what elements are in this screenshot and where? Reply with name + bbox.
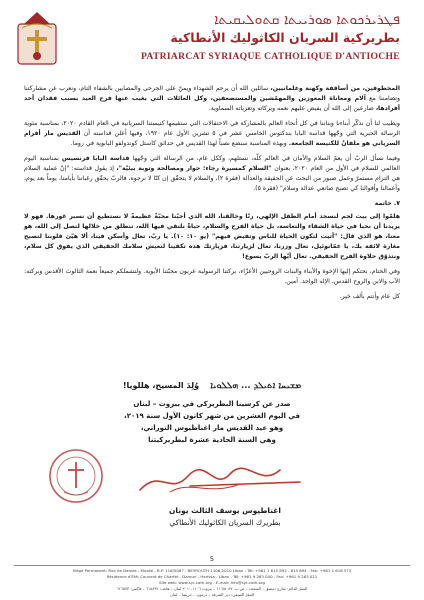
header-french-title: PATRIARCAT SYRIAQUE CATHOLIQUE D'ANTIOCHE [140, 51, 400, 62]
letterhead-footer [14, 565, 410, 598]
syriac-greeting: ܡܫܝܚܐ ܐܬܝܠܕ ... ܗܠܠܘܝܐ [210, 381, 302, 391]
footer-line-4: المقرّ الدائم: شارع دمشق – المتحف – ص.ب. ١١٦/٥٠٨٧ – بيروت ١١٠٦-٢٠١٠ لبنان – هاتف: ٦١٥٨٩٢ – فاكس: ٦١٦٥٧٣ [116, 586, 308, 591]
closing-block [24, 380, 400, 446]
signer-title: بطريرك السريان الكاثوليك الأنطاكي [169, 518, 281, 527]
paragraph-1-text: سائلين الله أن يرحم الشهداء ويمنّ على الجرحى والمصابين بالشفاء التام، ونعرب عن مشاركتنا وتضامننا مع [24, 85, 401, 102]
paragraph-3-text: وفيما نسأل الربّ أن يعمّ السلام والأمان في العالم كلّه، نستلهم، وككل عام، من الرسالة التي وجّهها [132, 155, 401, 162]
paragraph-1-end: ضارعين إلى الله أن يفيض عليهم نعمه وبركاته وتعزياته السماوية. [208, 105, 376, 112]
paragraph-3-end: إذ يقول قداسته: "إنّ عملية السلام هي التزام مستمرّ وعمل صبور من البحث عن الحقيقة والعدالة (فقرة ٢)، والسلام لا يتحقّق إن كنّا لا نرجوه، فالربّ يحقّق رغباتنا بأيامنا، يوماً بعد يوم، وأعمالنا وأقوالنا كي تصبح صانعي عدالة وسلام" (فقرة ٥). [24, 165, 400, 192]
official-stamp-icon [46, 446, 106, 506]
paragraph-3 [24, 154, 400, 194]
section-title-conclusion: ٧. خاتمة [374, 200, 400, 207]
footer-line-2: Résidence d'Été: Couvent de Charfet - Daroun - Harissa - Liban - Tél: +961 9 263 040 - Fax: +961 9 263 021 [106, 574, 318, 579]
issued-line-2: في اليوم العشرين من شهر كانون الأول سنة ٢٠١٩، [124, 412, 300, 420]
arabic-greeting: وُلِدَ المسيح، هللويا! [122, 381, 200, 390]
paragraph-4: هلمّوا إلى بيت لحم لنسجد أمام الطفل الإلهي، رنّا وخالقنا، الله الذي أحبّنا محبّةً عظيمةً لا نستطيع أن نسبر غورها. فهو لا يريدنا أن نحيا في حياة الشقاء والتعاسة، بل حياة الفرح والسلام، حياةً نلتقي فيها الله، ننطلق من خلالها لنصل إلى الله، هو معنا، هو الذي قال: "أتيت لتكون الحياة للناس وتفيض فيهم" (يو ١٠: ١٠). يا ربّ، تعال وأسكن فينا، ألا هيّئ قلوبنا لتصبح مغارة لائقة بك، يا عمّانوئيل، تعال وزرنا، تعال لزيارتنا، فزيارتك هذه تكفينا لنعيش سلامك الحقيقي الذي يفوق كل سلام، ونتذوّق حلاوة الفرح الحقيقي. تعال أيّها الربّ يسوع! [24, 213, 400, 260]
header-arabic-title: بطريركية السريان الكاثوليك الأنطاكية [170, 30, 400, 45]
paragraph-2 [24, 119, 400, 149]
letter-body [24, 84, 400, 307]
paragraph-6: كل عام وأنتم بألف خير. [339, 293, 400, 300]
letterhead [0, 6, 424, 76]
paragraph-3-bold: قداسة البابا فرنسيس [61, 155, 133, 162]
footer-line-1: Siège Permanent: Rue de Damas - Musée - B.P. 116/5087 - BEYROUTH 1106-2010 Liban - Tél: +961 1 615 892 - 615 894 - Fax: +961 1 616 573 [72, 568, 352, 573]
handwritten-signature-icon [130, 462, 310, 498]
paragraph-1 [24, 84, 400, 114]
signer-name: اغناطيوس يوسف الثالث يونان [169, 506, 281, 515]
paragraph-2-end: وبهذه المناسبة سنضع نصباً لهذا القديس في حدائق كاستل كوندولفو البابوية في روما. [70, 140, 289, 147]
patriarchal-seal-icon [14, 10, 60, 68]
paragraph-1-bold-2: آلام ومعاناة المعوزين والمهمّشين والمستضعفين، وكل العائلات التي يغيب عنها فرح العيد بسبب فقدان أحد أفرادها، [24, 95, 400, 112]
header-syriac-title: ܦܛܪܝܪܟܘܬܐ ܣܘܪܝܝܬܐ ܩܬܘܠܝܩܝܬܐ [214, 12, 400, 28]
signatory [130, 505, 320, 529]
issued-line-4: وهي السنة الحادية عشرة لبطريركيتنا [148, 436, 276, 444]
issued-line-1: صدر عن كرسينا البطريركي في بيروت – لبنان [133, 400, 291, 408]
footer-line-3: Site web: www.syr-cath.org - E-mail: info@syr-cath.org [159, 580, 265, 585]
issued-line-3: وهو عيد القديس مار اغناطيوس النوراني، [140, 424, 284, 432]
christmas-greeting [24, 380, 400, 392]
paragraph-1-bold: المخطوفين، من أساقفة وكهنة وعلمانيين، [270, 85, 400, 92]
paragraph-2-bold: القديس مار أفرام السرياني هو ملفانٌ للكنيسة الجامعة. [24, 130, 400, 147]
paragraph-3-mid: بمناسبة اليوم العالمي للسلام في الأول من العام ٢٠٢٠، بعنوان [24, 155, 400, 172]
page-number: 5 [209, 555, 215, 563]
paragraph-5: وفي الختام، نحتكم إليها الإخوة والأبناء والبنات الروحيين الأعزّاء، بركتنا الرسولية عربون محبّتنا الأبوية. ولتشملكم جميعاً نعمة الثالوث الأقدس وبركته: الآب والابن والروح القدس، الإله الواحد. آمين. [24, 268, 400, 285]
paragraph-3-bold-2: "السلام كمسيرة رجاء: حوار ومصالحة وتوبة بيئيّة"، [116, 165, 275, 172]
footer-line-5: المقرّ الصيفي: دير الشرفة – درعون – حريصا – لبنان [169, 592, 255, 597]
paragraph-2-text: ويطيب لنا أن نذكّر أبناءنا وبناتنا في كل أنحاء العالم بالمشاركة في الاحتفالات التي ستقيمها كنيستنا السريانية في العام القادم ٢٠٢٠، بمناسبة مئوية الرسالة الحبرية التي وجّهها قداسة البابا بندكتوس الخامس عشر في ٥ تشرين الأول عام ١٩٢٠، وفيها أعلن قداسته أن [24, 120, 400, 137]
